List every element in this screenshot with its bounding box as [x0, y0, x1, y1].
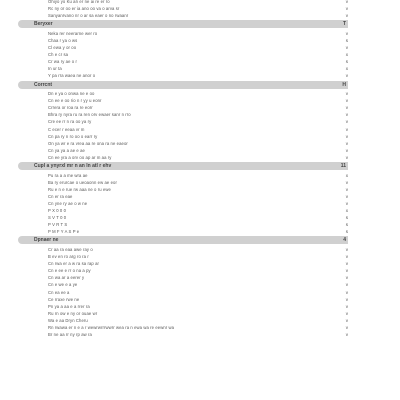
item-label: Cn er ra eae: [48, 193, 73, 199]
item-label: Cn ea ee a: [48, 289, 70, 295]
list-item[interactable]: [0, 65, 400, 72]
section-header[interactable]: [18, 236, 348, 244]
item-value: v: [345, 126, 348, 132]
list-item[interactable]: [0, 228, 400, 235]
item-label: Wa e aa Dryn Cheru: [48, 317, 88, 323]
list-item[interactable]: [0, 331, 400, 338]
section-header[interactable]: [18, 162, 348, 170]
list-item[interactable]: [0, 317, 400, 324]
item-value: v: [345, 275, 348, 281]
list-item[interactable]: [0, 207, 400, 214]
item-value: v: [345, 140, 348, 146]
list-item[interactable]: [0, 154, 400, 161]
item-value: v: [345, 91, 348, 96]
item-label: Cn wa ar a eerer y: [48, 275, 85, 281]
item-value: v: [345, 45, 348, 50]
list-item[interactable]: [0, 51, 400, 58]
item-value: v: [345, 0, 348, 4]
item-label: Cl ewa y or oo: [48, 45, 77, 50]
section-header[interactable]: [18, 81, 348, 89]
list-item[interactable]: [0, 133, 400, 140]
item-label: Cn ee yra a orv oo ap ar m aa ry: [48, 154, 112, 160]
item-value: v: [345, 179, 348, 185]
list-item[interactable]: [0, 221, 400, 228]
list-item[interactable]: [0, 303, 400, 310]
item-value: v: [345, 98, 348, 104]
list-item[interactable]: [0, 104, 400, 111]
list-item[interactable]: [0, 126, 400, 133]
list-item[interactable]: [0, 260, 400, 267]
item-value: x: [345, 208, 348, 213]
item-label: P X 0 0 0: [48, 208, 67, 213]
item-value: s: [345, 59, 348, 65]
item-value: v: [345, 317, 348, 323]
item-label: Chaa r ya o ws: [48, 37, 78, 43]
item-value: v: [345, 105, 348, 111]
item-label: Ru rn ow e ny or ouae wr: [48, 310, 98, 316]
section-title: Corrcnt: [34, 81, 53, 88]
item-value: v: [345, 154, 348, 160]
list-item[interactable]: [0, 140, 400, 147]
item-value: v: [345, 296, 348, 302]
item-value: v: [345, 112, 348, 118]
item-value: v: [345, 303, 348, 309]
item-label: Cn rwa er a w ra sa rap ar: [48, 261, 100, 267]
list-item[interactable]: [0, 267, 400, 274]
list-item[interactable]: [0, 186, 400, 193]
item-value: v: [345, 325, 348, 330]
item-label: B ev en ro arg ro ra r: [48, 254, 89, 259]
item-value: v: [345, 13, 348, 19]
list-item[interactable]: [0, 58, 400, 65]
item-label: Cr aa ra eaa awe ray o: [48, 246, 93, 252]
item-label: Y pa rra waea ne anor o: [48, 73, 96, 79]
item-label: Pn ya a aa e a rrer ra: [48, 303, 90, 309]
item-value: s: [345, 37, 348, 43]
item-label: Rc ny or oo er ia ano oo va o arva sr: [48, 6, 120, 12]
item-value: v: [345, 289, 348, 295]
item-value: s: [345, 229, 348, 235]
item-value: v: [345, 147, 348, 153]
list-item[interactable]: [0, 214, 400, 221]
item-label: S V T 0 0: [48, 215, 67, 221]
item-label: Sanyanrvano nr o ar sa eaer o no rwaanr: [48, 13, 129, 19]
list-item[interactable]: [0, 111, 400, 118]
item-value: v: [345, 246, 348, 252]
item-label: Rn rwawa er n e a r wewrwrrrwwrr wea ra n ewa wa re eewnr wa: [48, 325, 175, 330]
item-value: v: [345, 261, 348, 267]
list-item[interactable]: [0, 72, 400, 79]
item-label: Cre ee rr n ra oo ya ry: [48, 119, 92, 125]
item-label: Cn e ee e rr o na a py: [48, 268, 91, 274]
item-value: x: [345, 66, 348, 72]
item-label: Cn ee e oo rio n r yy u eonr: [48, 98, 102, 104]
item-label: Bhra ry nyra ru ra ren orv ewaer sanr n rro: [48, 112, 131, 118]
item-label: Br ne aa rr ny rp aw ra: [48, 332, 92, 338]
list-item[interactable]: [0, 37, 400, 44]
item-label: Pu ra a a me wra ae: [48, 172, 88, 178]
item-label: Cr wa ry ae o r: [48, 59, 77, 65]
item-label: Cn yne ry ae o w ne: [48, 200, 88, 206]
section-count: 4: [343, 237, 346, 244]
item-value: v: [345, 200, 348, 206]
item-value: v: [345, 73, 348, 79]
list-item[interactable]: [0, 253, 400, 260]
list-item[interactable]: [0, 90, 400, 97]
item-value: s: [345, 215, 348, 221]
item-label: P M F Y A S P e: [48, 229, 80, 235]
list-item[interactable]: [0, 97, 400, 104]
item-value: x: [345, 52, 348, 58]
list-item[interactable]: [0, 296, 400, 303]
list-item[interactable]: [0, 5, 400, 12]
item-label: C ecer r eeaa vr m: [48, 126, 85, 132]
item-value: v: [345, 6, 348, 12]
section-count: 11: [340, 163, 346, 169]
list-item[interactable]: [0, 44, 400, 51]
item-value: v: [345, 30, 348, 36]
item-value: v: [345, 254, 348, 259]
item-label: In ur ta: [48, 66, 62, 72]
item-value: v: [345, 332, 348, 338]
list-item[interactable]: [0, 274, 400, 281]
item-value: v: [345, 282, 348, 288]
item-label: Cn e we e a ye: [48, 282, 78, 288]
list-item[interactable]: [0, 179, 400, 186]
item-value: x: [345, 172, 348, 178]
item-label: P V R T S: [48, 222, 68, 228]
list-item[interactable]: [0, 324, 400, 331]
item-value: s: [345, 222, 348, 228]
list-item[interactable]: [0, 281, 400, 288]
list-item[interactable]: [0, 12, 400, 19]
item-label: Ba ry erurcae o ueoaonn ew ae eor: [48, 179, 117, 185]
item-label: Crrera or roa ra re eorr: [48, 105, 93, 111]
item-label: Ru e n e rue rw aaa ne o ru ewe: [48, 186, 111, 192]
item-label: Dn e ya o onwa ne e oo: [48, 91, 95, 96]
item-value: v: [345, 133, 348, 139]
item-label: Ohiyo yo Ku ari er ne ai re er ro: [48, 0, 110, 4]
item-label: Cn ya ya a ae e ae: [48, 147, 85, 153]
list-item[interactable]: [0, 30, 400, 37]
item-label: Cn pa ry n ro oo o earr ry: [48, 133, 98, 139]
section-header[interactable]: [18, 20, 348, 28]
list-item[interactable]: [0, 246, 400, 253]
item-value: v: [345, 310, 348, 316]
section-count: H: [342, 81, 346, 88]
list-item[interactable]: [0, 310, 400, 317]
item-label: Ce rraxe rwe ne: [48, 296, 80, 302]
item-value: v: [345, 268, 348, 274]
list-item[interactable]: [0, 172, 400, 179]
list-item[interactable]: [0, 200, 400, 207]
section-title: Dpnaer ne: [34, 237, 59, 244]
item-label: Ch e cr sa: [48, 52, 69, 58]
item-value: v: [345, 119, 348, 125]
list-item[interactable]: [0, 289, 400, 296]
section-title: Beryxer: [34, 21, 53, 28]
section-count: T: [342, 21, 346, 28]
list-item[interactable]: [0, 193, 400, 200]
item-value: v: [345, 186, 348, 192]
list-item[interactable]: [0, 147, 400, 154]
item-label: Neka rer neerarne wer ro: [48, 30, 98, 36]
section-title: Cupl a ynyrxl mr n an ln atl r ehv: [34, 163, 112, 169]
list-item[interactable]: [0, 118, 400, 125]
item-label: On ya wr e ra vrea aa re ona ra ne eaeor: [48, 140, 128, 146]
item-value: v: [345, 193, 348, 199]
